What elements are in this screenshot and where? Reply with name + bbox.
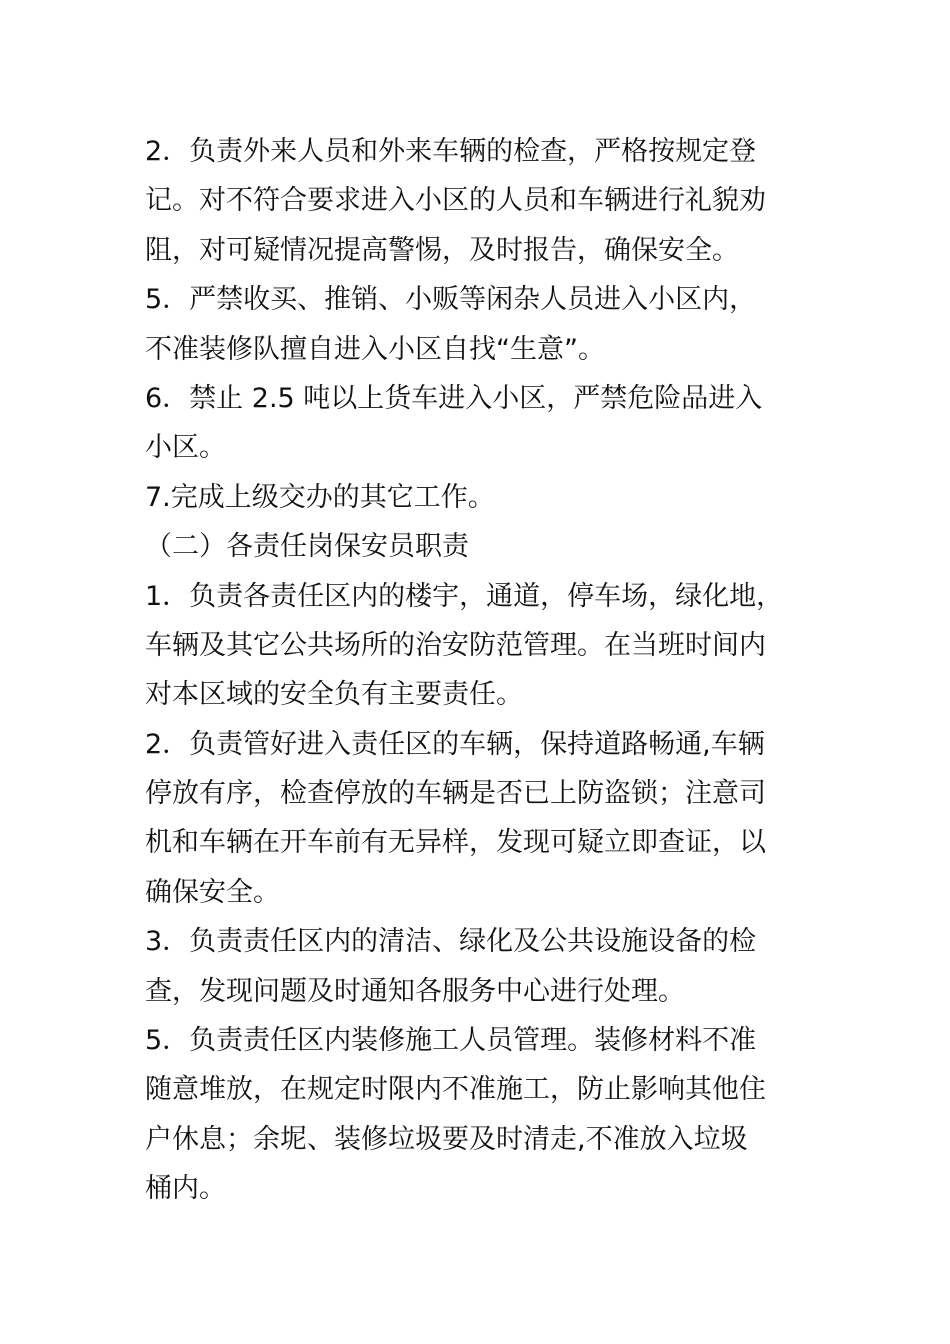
text-line-5: 不准装修队擅自进入小区自找“生意”。 <box>145 333 605 365</box>
text-line-14: 停放有序，检查停放的车辆是否已上防盗锁；注意司 <box>145 778 766 810</box>
text-line-6: 6．禁止 2.5 吨以上货车进入小区，严禁危险品进入 <box>145 382 763 414</box>
text-line-4: 5．严禁收买、推销、小贩等闲杂人员进入小区内， <box>145 284 757 316</box>
text-line-13: 2．负责管好进入责任区的车辆，保持道路畅通,车辆 <box>145 728 765 760</box>
document-body <box>145 127 815 1214</box>
text-line-11: 车辆及其它公共场所的治安防范管理。在当班时间内 <box>145 629 766 661</box>
text-line-16: 确保安全。 <box>145 876 280 908</box>
text-line-22: 桶内。 <box>145 1173 226 1205</box>
text-line-10: 1．负责各责任区内的楼宇，通道，停车场，绿化地， <box>145 580 784 612</box>
text-line-2: 记。对不符合要求进入小区的人员和车辆进行礼貌劝 <box>145 185 766 217</box>
text-line-8: 7.完成上级交办的其它工作。 <box>145 481 495 513</box>
text-line-20: 随意堆放，在规定时限内不准施工，防止影响其他住 <box>145 1074 766 1106</box>
text-line-3: 阻，对可疑情况提高警惕，及时报告，确保安全。 <box>145 234 739 266</box>
text-line-12: 对本区域的安全负有主要责任。 <box>145 679 523 711</box>
text-line-17: 3．负责责任区内的清洁、绿化及公共设施设备的检 <box>145 926 757 958</box>
section-heading: （二）各责任岗保安员职责 <box>145 531 469 563</box>
text-line-15: 机和车辆在开车前有无异样，发现可疑立即查证，以 <box>145 827 766 859</box>
text-line-21: 户休息；余坭、装修垃圾要及时清走,不准放入垃圾 <box>145 1123 748 1155</box>
text-line-7: 小区。 <box>145 432 226 464</box>
text-line-18: 查，发现问题及时通知各服务中心进行处理。 <box>145 975 685 1007</box>
text-line-19: 5．负责责任区内装修施工人员管理。装修材料不准 <box>145 1025 757 1057</box>
text-line-1: 2．负责外来人员和外来车辆的检查，严格按规定登 <box>145 136 757 167</box>
